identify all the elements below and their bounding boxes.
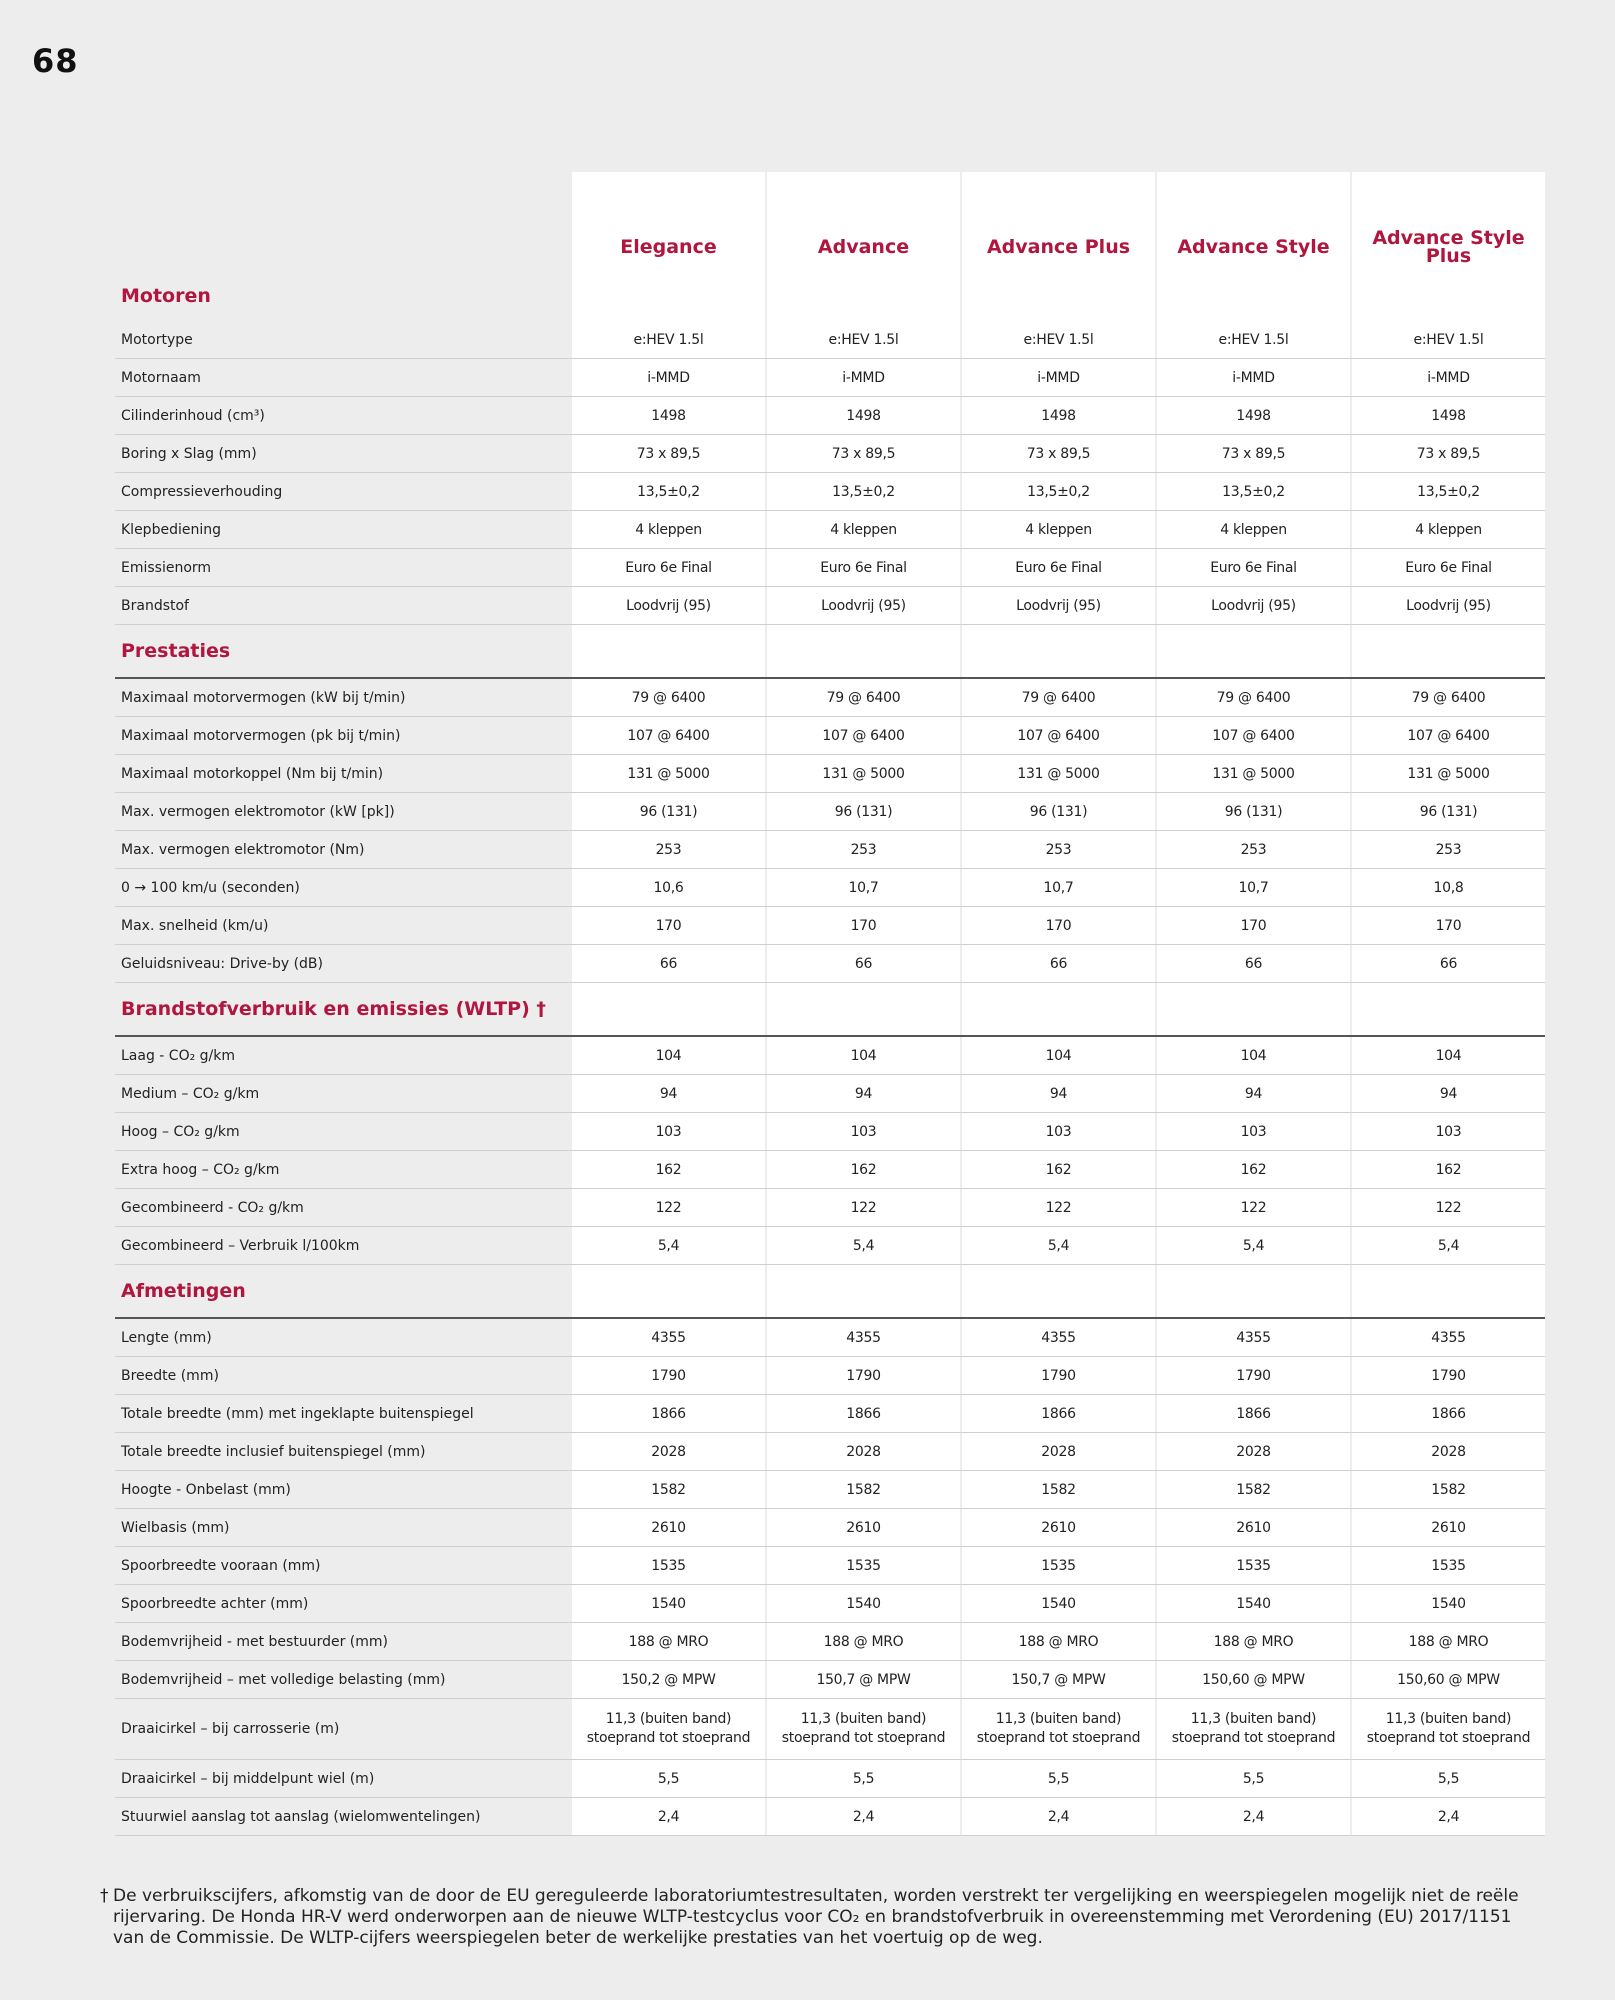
row-value: 73 x 89,5 bbox=[1157, 435, 1350, 473]
row-value: 94 bbox=[1352, 1075, 1545, 1113]
row-value: i-MMD bbox=[962, 359, 1155, 397]
row-value: 13,5±0,2 bbox=[572, 473, 765, 511]
row-value: 103 bbox=[1352, 1113, 1545, 1151]
row-label: Bodemvrijheid - met bestuurder (mm) bbox=[115, 1623, 572, 1661]
row-value: 1540 bbox=[572, 1585, 765, 1623]
row-value: Loodvrij (95) bbox=[962, 587, 1155, 625]
row-value: 4 kleppen bbox=[962, 511, 1155, 549]
row-label: Emissienorm bbox=[115, 549, 572, 587]
row-label: Breedte (mm) bbox=[115, 1357, 572, 1395]
row-value: 104 bbox=[1157, 1036, 1350, 1075]
row-value: 4 kleppen bbox=[1157, 511, 1350, 549]
table-row bbox=[115, 1113, 1545, 1151]
row-value: 1540 bbox=[1352, 1585, 1545, 1623]
row-value: 1866 bbox=[1352, 1395, 1545, 1433]
row-label: Bodemvrijheid – met volledige belasting (mm) bbox=[115, 1661, 572, 1699]
table-row bbox=[115, 755, 1545, 793]
row-value: 188 @ MRO bbox=[962, 1623, 1155, 1661]
row-value: 96 (131) bbox=[1157, 793, 1350, 831]
section-header-row bbox=[115, 983, 1545, 1037]
page-number: 68 bbox=[32, 42, 79, 80]
row-value: 13,5±0,2 bbox=[767, 473, 960, 511]
row-value: 253 bbox=[767, 831, 960, 869]
row-value: 10,8 bbox=[1352, 869, 1545, 907]
table-row bbox=[115, 1036, 1545, 1075]
row-value: 2610 bbox=[572, 1509, 765, 1547]
row-value: 253 bbox=[1352, 831, 1545, 869]
table-row bbox=[115, 587, 1545, 625]
section-title: Brandstofverbruik en emissies (WLTP) † bbox=[115, 983, 572, 1037]
table-row bbox=[115, 1661, 1545, 1699]
row-value: 1535 bbox=[1352, 1547, 1545, 1585]
row-value: e:HEV 1.5l bbox=[1352, 321, 1545, 359]
table-row bbox=[115, 678, 1545, 717]
row-value: 170 bbox=[962, 907, 1155, 945]
row-value: 5,4 bbox=[767, 1227, 960, 1265]
row-label: Klepbediening bbox=[115, 511, 572, 549]
row-value: 122 bbox=[962, 1189, 1155, 1227]
row-value: 170 bbox=[572, 907, 765, 945]
row-value: 1582 bbox=[1157, 1471, 1350, 1509]
table-row bbox=[115, 1357, 1545, 1395]
row-value: 1866 bbox=[572, 1395, 765, 1433]
row-label: Boring x Slag (mm) bbox=[115, 435, 572, 473]
row-value: Loodvrij (95) bbox=[1352, 587, 1545, 625]
row-value: 2,4 bbox=[962, 1798, 1155, 1836]
row-value: 103 bbox=[572, 1113, 765, 1151]
row-label: Geluidsniveau: Drive-by (dB) bbox=[115, 945, 572, 983]
row-value: 5,5 bbox=[1352, 1760, 1545, 1798]
row-value: 10,6 bbox=[572, 869, 765, 907]
section-spacer-cell bbox=[1157, 625, 1350, 679]
row-value: 5,4 bbox=[1352, 1227, 1545, 1265]
row-value: 150,60 @ MPW bbox=[1352, 1661, 1545, 1699]
row-value: 131 @ 5000 bbox=[572, 755, 765, 793]
footnote-symbol: † bbox=[100, 1886, 109, 1906]
row-value: 94 bbox=[767, 1075, 960, 1113]
row-value: 122 bbox=[572, 1189, 765, 1227]
row-value: 131 @ 5000 bbox=[1157, 755, 1350, 793]
row-value: 188 @ MRO bbox=[767, 1623, 960, 1661]
row-value: 13,5±0,2 bbox=[1352, 473, 1545, 511]
row-label: Spoorbreedte achter (mm) bbox=[115, 1585, 572, 1623]
table-row bbox=[115, 1585, 1545, 1623]
row-value: 1540 bbox=[767, 1585, 960, 1623]
row-value: 4 kleppen bbox=[767, 511, 960, 549]
section-spacer-cell bbox=[572, 1265, 765, 1319]
table-row bbox=[115, 1760, 1545, 1798]
row-value: 122 bbox=[767, 1189, 960, 1227]
row-value: 162 bbox=[1352, 1151, 1545, 1189]
row-label: Spoorbreedte vooraan (mm) bbox=[115, 1547, 572, 1585]
row-value: 66 bbox=[1352, 945, 1545, 983]
row-value: 107 @ 6400 bbox=[572, 717, 765, 755]
row-value: 107 @ 6400 bbox=[962, 717, 1155, 755]
row-value: 66 bbox=[572, 945, 765, 983]
row-value: 150,7 @ MPW bbox=[767, 1661, 960, 1699]
row-value: 11,3 (buiten band) stoeprand tot stoeprand bbox=[572, 1699, 765, 1760]
row-value: 73 x 89,5 bbox=[1352, 435, 1545, 473]
row-value: 162 bbox=[1157, 1151, 1350, 1189]
table-row bbox=[115, 397, 1545, 435]
row-value: 170 bbox=[1352, 907, 1545, 945]
row-value: 79 @ 6400 bbox=[1157, 678, 1350, 717]
row-value: 131 @ 5000 bbox=[962, 755, 1155, 793]
row-value: 11,3 (buiten band) stoeprand tot stoeprand bbox=[962, 1699, 1155, 1760]
row-value: 1498 bbox=[962, 397, 1155, 435]
row-value: 5,5 bbox=[572, 1760, 765, 1798]
table-row bbox=[115, 1227, 1545, 1265]
row-label: Laag - CO₂ g/km bbox=[115, 1036, 572, 1075]
row-value: 1498 bbox=[572, 397, 765, 435]
row-label: Totale breedte inclusief buitenspiegel (mm) bbox=[115, 1433, 572, 1471]
row-label: Brandstof bbox=[115, 587, 572, 625]
table-row bbox=[115, 1509, 1545, 1547]
row-label: Gecombineerd – Verbruik l/100km bbox=[115, 1227, 572, 1265]
row-value: Euro 6e Final bbox=[767, 549, 960, 587]
row-value: 5,4 bbox=[1157, 1227, 1350, 1265]
row-value: 4355 bbox=[572, 1318, 765, 1357]
row-value: 1498 bbox=[1352, 397, 1545, 435]
row-value: 79 @ 6400 bbox=[767, 678, 960, 717]
row-value: 1540 bbox=[1157, 1585, 1350, 1623]
row-value: 170 bbox=[767, 907, 960, 945]
row-label: Gecombineerd - CO₂ g/km bbox=[115, 1189, 572, 1227]
row-value: 4 kleppen bbox=[572, 511, 765, 549]
table-row bbox=[115, 717, 1545, 755]
row-value: Euro 6e Final bbox=[962, 549, 1155, 587]
section-spacer-cell bbox=[962, 983, 1155, 1037]
row-value: 5,5 bbox=[1157, 1760, 1350, 1798]
row-value: e:HEV 1.5l bbox=[767, 321, 960, 359]
row-value: 162 bbox=[962, 1151, 1155, 1189]
row-value: 170 bbox=[1157, 907, 1350, 945]
table-row bbox=[115, 1151, 1545, 1189]
section-spacer-cell bbox=[767, 625, 960, 679]
row-label: Medium – CO₂ g/km bbox=[115, 1075, 572, 1113]
table-row bbox=[115, 511, 1545, 549]
row-label: Lengte (mm) bbox=[115, 1318, 572, 1357]
row-value: 11,3 (buiten band) stoeprand tot stoeprand bbox=[767, 1699, 960, 1760]
table-row bbox=[115, 1395, 1545, 1433]
row-label: Maximaal motorkoppel (Nm bij t/min) bbox=[115, 755, 572, 793]
row-value: 4355 bbox=[962, 1318, 1155, 1357]
row-value: 253 bbox=[572, 831, 765, 869]
footnote-text: De verbruikscijfers, afkomstig van de door de EU gereguleerde laboratoriumtestresultaten, worden verstrekt ter vergelijking en weerspiegelen mogelijk niet de reële rijervaring. De Honda HR-V werd onderworpen aan de nieuwe WLTP-testcyclus voor CO₂ en brandstofverbruik in overeenstemming met Verordening (EU) 2017/1151 van de Commissie. De WLTP-cijfers weerspiegelen beter de werkelijke prestaties van het voertuig op de weg. bbox=[113, 1886, 1519, 1948]
row-value: Loodvrij (95) bbox=[767, 587, 960, 625]
table-row bbox=[115, 1798, 1545, 1836]
row-value: Euro 6e Final bbox=[572, 549, 765, 587]
row-label: Max. snelheid (km/u) bbox=[115, 907, 572, 945]
row-value: 2610 bbox=[767, 1509, 960, 1547]
row-value: 253 bbox=[962, 831, 1155, 869]
row-label: Max. vermogen elektromotor (kW [pk]) bbox=[115, 793, 572, 831]
row-label: 0 → 100 km/u (seconden) bbox=[115, 869, 572, 907]
row-label: Totale breedte (mm) met ingeklapte buitenspiegel bbox=[115, 1395, 572, 1433]
row-value: e:HEV 1.5l bbox=[1157, 321, 1350, 359]
row-value: e:HEV 1.5l bbox=[572, 321, 765, 359]
row-value: 73 x 89,5 bbox=[572, 435, 765, 473]
column-header-advance: Advance bbox=[767, 172, 960, 321]
row-value: 66 bbox=[962, 945, 1155, 983]
row-value: 11,3 (buiten band) stoeprand tot stoeprand bbox=[1157, 1699, 1350, 1760]
row-value: 1582 bbox=[767, 1471, 960, 1509]
table-row bbox=[115, 359, 1545, 397]
section-spacer-cell bbox=[1352, 1265, 1545, 1319]
section-spacer-cell bbox=[767, 983, 960, 1037]
row-value: 2610 bbox=[1157, 1509, 1350, 1547]
row-value: Loodvrij (95) bbox=[572, 587, 765, 625]
row-value: 107 @ 6400 bbox=[1157, 717, 1350, 755]
row-value: 10,7 bbox=[962, 869, 1155, 907]
row-value: 96 (131) bbox=[572, 793, 765, 831]
row-label: Extra hoog – CO₂ g/km bbox=[115, 1151, 572, 1189]
row-value: 2,4 bbox=[1352, 1798, 1545, 1836]
table-row bbox=[115, 1433, 1545, 1471]
row-value: 2028 bbox=[1157, 1433, 1350, 1471]
row-value: 103 bbox=[962, 1113, 1155, 1151]
row-value: 1498 bbox=[767, 397, 960, 435]
row-value: 1582 bbox=[572, 1471, 765, 1509]
row-label: Motornaam bbox=[115, 359, 572, 397]
row-value: 2610 bbox=[962, 1509, 1155, 1547]
row-value: 10,7 bbox=[767, 869, 960, 907]
row-value: 4355 bbox=[767, 1318, 960, 1357]
row-value: 150,2 @ MPW bbox=[572, 1661, 765, 1699]
table-row bbox=[115, 473, 1545, 511]
section-spacer-cell bbox=[767, 1265, 960, 1319]
section-title: Afmetingen bbox=[115, 1265, 572, 1319]
row-value: 1582 bbox=[1352, 1471, 1545, 1509]
row-value: 162 bbox=[767, 1151, 960, 1189]
table-row bbox=[115, 831, 1545, 869]
row-value: 1790 bbox=[962, 1357, 1155, 1395]
row-value: 79 @ 6400 bbox=[572, 678, 765, 717]
row-value: 4355 bbox=[1157, 1318, 1350, 1357]
table-row bbox=[115, 1547, 1545, 1585]
column-header-elegance: Elegance bbox=[572, 172, 765, 321]
row-value: 188 @ MRO bbox=[1352, 1623, 1545, 1661]
row-value: 94 bbox=[962, 1075, 1155, 1113]
row-value: 104 bbox=[1352, 1036, 1545, 1075]
row-value: 5,4 bbox=[572, 1227, 765, 1265]
row-value: 2,4 bbox=[1157, 1798, 1350, 1836]
row-value: 4355 bbox=[1352, 1318, 1545, 1357]
row-value: 122 bbox=[1352, 1189, 1545, 1227]
row-value: 13,5±0,2 bbox=[1157, 473, 1350, 511]
row-value: 131 @ 5000 bbox=[767, 755, 960, 793]
row-label: Draaicirkel – bij carrosserie (m) bbox=[115, 1699, 572, 1760]
header-row bbox=[115, 172, 1545, 321]
spec-body bbox=[115, 172, 1545, 1836]
row-label: Max. vermogen elektromotor (Nm) bbox=[115, 831, 572, 869]
row-label: Maximaal motorvermogen (kW bij t/min) bbox=[115, 678, 572, 717]
row-label: Stuurwiel aanslag tot aanslag (wielomwentelingen) bbox=[115, 1798, 572, 1836]
row-value: Euro 6e Final bbox=[1352, 549, 1545, 587]
row-value: 188 @ MRO bbox=[572, 1623, 765, 1661]
table-row bbox=[115, 321, 1545, 359]
row-label: Maximaal motorvermogen (pk bij t/min) bbox=[115, 717, 572, 755]
row-value: i-MMD bbox=[572, 359, 765, 397]
row-value: 104 bbox=[572, 1036, 765, 1075]
row-value: 1790 bbox=[1352, 1357, 1545, 1395]
row-value: Euro 6e Final bbox=[1157, 549, 1350, 587]
row-value: Loodvrij (95) bbox=[1157, 587, 1350, 625]
row-value: 2028 bbox=[962, 1433, 1155, 1471]
section-spacer-cell bbox=[1352, 983, 1545, 1037]
row-value: 1498 bbox=[1157, 397, 1350, 435]
row-value: 1866 bbox=[962, 1395, 1155, 1433]
row-label: Wielbasis (mm) bbox=[115, 1509, 572, 1547]
footnote bbox=[100, 1886, 1540, 1949]
row-value: 150,7 @ MPW bbox=[962, 1661, 1155, 1699]
row-label: Hoog – CO₂ g/km bbox=[115, 1113, 572, 1151]
row-value: i-MMD bbox=[1352, 359, 1545, 397]
table-row bbox=[115, 1075, 1545, 1113]
section-spacer-cell bbox=[1157, 983, 1350, 1037]
column-header-advance-style-plus: Advance Style Plus bbox=[1352, 172, 1545, 321]
row-label: Hoogte - Onbelast (mm) bbox=[115, 1471, 572, 1509]
row-value: 122 bbox=[1157, 1189, 1350, 1227]
row-value: 73 x 89,5 bbox=[962, 435, 1155, 473]
row-label: Cilinderinhoud (cm³) bbox=[115, 397, 572, 435]
section-header-row bbox=[115, 1265, 1545, 1319]
table-row bbox=[115, 549, 1545, 587]
row-value: 5,5 bbox=[962, 1760, 1155, 1798]
table-row bbox=[115, 1471, 1545, 1509]
row-value: 13,5±0,2 bbox=[962, 473, 1155, 511]
row-value: 66 bbox=[1157, 945, 1350, 983]
table-row bbox=[115, 1189, 1545, 1227]
row-value: 253 bbox=[1157, 831, 1350, 869]
row-value: i-MMD bbox=[1157, 359, 1350, 397]
section-title: Prestaties bbox=[115, 625, 572, 679]
row-value: 79 @ 6400 bbox=[962, 678, 1155, 717]
row-value: 150,60 @ MPW bbox=[1157, 1661, 1350, 1699]
column-header-advance-style: Advance Style bbox=[1157, 172, 1350, 321]
row-value: 107 @ 6400 bbox=[1352, 717, 1545, 755]
row-value: 66 bbox=[767, 945, 960, 983]
row-value: 96 (131) bbox=[962, 793, 1155, 831]
row-value: 2,4 bbox=[572, 1798, 765, 1836]
table-row bbox=[115, 907, 1545, 945]
row-value: i-MMD bbox=[767, 359, 960, 397]
section-title: Motoren bbox=[121, 285, 211, 307]
row-value: 11,3 (buiten band) stoeprand tot stoeprand bbox=[1352, 1699, 1545, 1760]
row-value: 73 x 89,5 bbox=[767, 435, 960, 473]
row-value: 104 bbox=[962, 1036, 1155, 1075]
row-value: 5,5 bbox=[767, 1760, 960, 1798]
row-value: 1535 bbox=[572, 1547, 765, 1585]
row-value: 103 bbox=[767, 1113, 960, 1151]
row-value: 103 bbox=[1157, 1113, 1350, 1151]
row-label: Motortype bbox=[115, 321, 572, 359]
column-header-advance-plus: Advance Plus bbox=[962, 172, 1155, 321]
section-spacer-cell bbox=[1157, 1265, 1350, 1319]
section-spacer-cell bbox=[572, 625, 765, 679]
row-value: 2610 bbox=[1352, 1509, 1545, 1547]
row-value: 1790 bbox=[1157, 1357, 1350, 1395]
row-value: 1540 bbox=[962, 1585, 1155, 1623]
row-value: 104 bbox=[767, 1036, 960, 1075]
row-value: 2028 bbox=[767, 1433, 960, 1471]
row-value: 1866 bbox=[767, 1395, 960, 1433]
row-value: 2,4 bbox=[767, 1798, 960, 1836]
table-row bbox=[115, 793, 1545, 831]
row-value: 162 bbox=[572, 1151, 765, 1189]
row-value: 2028 bbox=[1352, 1433, 1545, 1471]
table-row bbox=[115, 435, 1545, 473]
row-value: 1535 bbox=[767, 1547, 960, 1585]
row-value: 1790 bbox=[572, 1357, 765, 1395]
row-label: Draaicirkel – bij middelpunt wiel (m) bbox=[115, 1760, 572, 1798]
table-row bbox=[115, 1699, 1545, 1760]
section-spacer-cell bbox=[1352, 625, 1545, 679]
spec-table bbox=[115, 172, 1545, 1836]
row-value: 5,4 bbox=[962, 1227, 1155, 1265]
section-header-row bbox=[115, 625, 1545, 679]
section-spacer-cell bbox=[962, 625, 1155, 679]
table-row bbox=[115, 869, 1545, 907]
table-row bbox=[115, 1623, 1545, 1661]
row-value: 79 @ 6400 bbox=[1352, 678, 1545, 717]
row-value: 1535 bbox=[962, 1547, 1155, 1585]
row-value: 4 kleppen bbox=[1352, 511, 1545, 549]
row-value: e:HEV 1.5l bbox=[962, 321, 1155, 359]
row-value: 1535 bbox=[1157, 1547, 1350, 1585]
row-value: 1790 bbox=[767, 1357, 960, 1395]
row-value: 10,7 bbox=[1157, 869, 1350, 907]
row-value: 96 (131) bbox=[767, 793, 960, 831]
row-value: 188 @ MRO bbox=[1157, 1623, 1350, 1661]
table-row bbox=[115, 945, 1545, 983]
section-spacer-cell bbox=[572, 983, 765, 1037]
row-value: 1866 bbox=[1157, 1395, 1350, 1433]
row-value: 107 @ 6400 bbox=[767, 717, 960, 755]
row-value: 96 (131) bbox=[1352, 793, 1545, 831]
row-label: Compressieverhouding bbox=[115, 473, 572, 511]
row-value: 131 @ 5000 bbox=[1352, 755, 1545, 793]
table-row bbox=[115, 1318, 1545, 1357]
row-value: 94 bbox=[1157, 1075, 1350, 1113]
row-value: 94 bbox=[572, 1075, 765, 1113]
row-value: 1582 bbox=[962, 1471, 1155, 1509]
section-spacer-cell bbox=[962, 1265, 1155, 1319]
row-value: 2028 bbox=[572, 1433, 765, 1471]
